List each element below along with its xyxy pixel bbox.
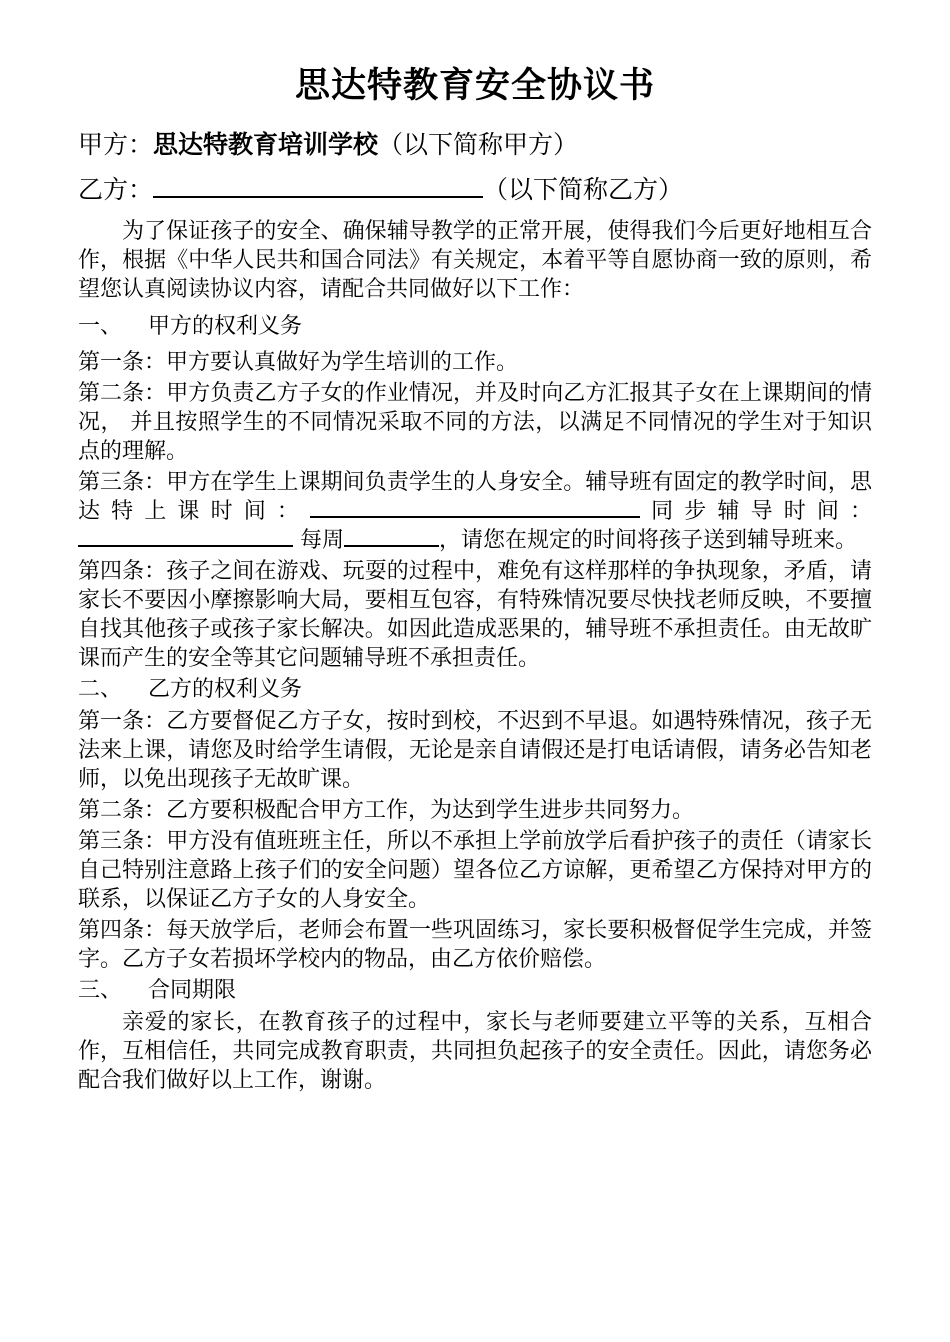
section-number-1: 一、 [78, 313, 123, 339]
party-b-line [78, 171, 872, 209]
clause-2-3-text: 甲方没有值班班主任，所以不承担上学前放学后看护孩子的责任（请家长自己特别注意路上孩子们的安全问题）望各位乙方谅解，更希望乙方保持对甲方的联系，以保证乙方子女的人身安全。 [78, 828, 872, 912]
clause-1-3-text-before: 甲方在学生上课期间负责学生的人身安全。辅导班有固定的教学时间，思达特上课时间： [78, 469, 872, 524]
party-a-suffix: （以下简称甲方） [378, 129, 579, 159]
page-title: 思达特教育安全协议书 [294, 65, 655, 106]
clause-2-2 [78, 796, 872, 825]
clause-2-2-text: 乙方要积极配合甲方工作，为达到学生进步共同努力。 [166, 797, 695, 823]
closing-paragraph: 亲爱的家长，在教育孩子的过程中，家长与老师要建立平等的关系，互相合作，互相信任，共同完成教育职责，共同担负起孩子的安全责任。因此，请您务必配合我们做好以上工作，谢谢。 [78, 1009, 872, 1093]
section-number-3: 三、 [78, 977, 123, 1003]
party-a-line [78, 126, 872, 164]
clause-1-3-weekly-label: 每周 [300, 527, 345, 553]
weekly-count-blank-field[interactable] [344, 545, 439, 547]
section-heading-2 [78, 675, 872, 705]
clause-1-1-text: 甲方要认真做好为学生培训的工作。 [166, 349, 519, 375]
section-heading-3 [78, 976, 872, 1006]
clause-2-3 [78, 827, 872, 914]
clause-1-1 [78, 348, 872, 377]
clause-1-3 [78, 468, 872, 555]
clause-1-3-text-after: ，请您在规定的时间将孩子送到辅导班来。 [439, 527, 858, 553]
clause-1-2-label: 第二条： [78, 380, 167, 406]
clause-2-4-label: 第四条： [78, 917, 167, 943]
section-title-3: 合同期限 [148, 977, 237, 1003]
section-number-2: 二、 [78, 676, 123, 702]
clause-1-2 [78, 379, 872, 466]
section-title-2: 乙方的权利义务 [148, 676, 303, 702]
clause-2-4 [78, 916, 872, 974]
clause-1-3-text-mid: 同步辅导时间： [640, 498, 872, 524]
party-b-label: 乙方： [78, 175, 154, 205]
clause-1-4-text: 孩子之间在游戏、玩耍的过程中，难免有这样那样的争执现象，矛盾，请家长不要因小摩擦影响大局，要相互包容，有特殊情况要尽快找老师反映，不要擅自找其他孩子或孩子家长解决。如因此造成恶果的，辅导班不承担责任。由无故旷课而产生的安全等其它问题辅导班不承担责任。 [78, 558, 872, 671]
clause-2-2-label: 第二条： [78, 797, 167, 823]
party-a-label: 甲方： [78, 129, 154, 159]
clause-1-2-text: 甲方负责乙方子女的作业情况，并及时向乙方汇报其子女在上课期间的情况， 并且按照学生的不同情况采取不同的方法，以满足不同情况的学生对于知识点的理解。 [78, 380, 872, 464]
preamble-paragraph: 为了保证孩子的安全、确保辅导教学的正常开展，使得我们今后更好地相互合作，根据《中华人民共和国合同法》有关规定，本着平等自愿协商一致的原则，希望您认真阅读协议内容，请配合共同做好以下工作： [78, 218, 872, 302]
clause-1-4-label: 第四条： [78, 558, 167, 584]
party-b-suffix: （以下简称乙方） [483, 175, 684, 205]
party-b-blank-field[interactable] [153, 196, 483, 198]
clause-1-4 [78, 557, 872, 673]
clause-2-1 [78, 707, 872, 794]
clause-2-1-text: 乙方要督促乙方子女，按时到校，不迟到不早退。如遇特殊情况，孩子无法来上课，请您及时给学生请假，无论是亲自请假还是打电话请假，请务必告知老师，以免出现孩子无故旷课。 [78, 708, 872, 792]
clause-2-3-label: 第三条： [78, 828, 167, 854]
clause-1-1-label: 第一条： [78, 349, 167, 375]
class-time-blank-field[interactable] [310, 516, 640, 518]
section-heading-1 [78, 312, 872, 342]
clause-1-3-label: 第三条： [78, 469, 167, 495]
sync-tutoring-time-blank-field[interactable] [78, 545, 293, 547]
clause-2-1-label: 第一条： [78, 708, 167, 734]
section-title-1: 甲方的权利义务 [148, 313, 303, 339]
clause-2-4-text: 每天放学后，老师会布置一些巩固练习，家长要积极督促学生完成，并签字。乙方子女若损坏学校内的物品，由乙方依价赔偿。 [78, 917, 872, 972]
party-a-name: 思达特教育培训学校 [153, 129, 379, 159]
